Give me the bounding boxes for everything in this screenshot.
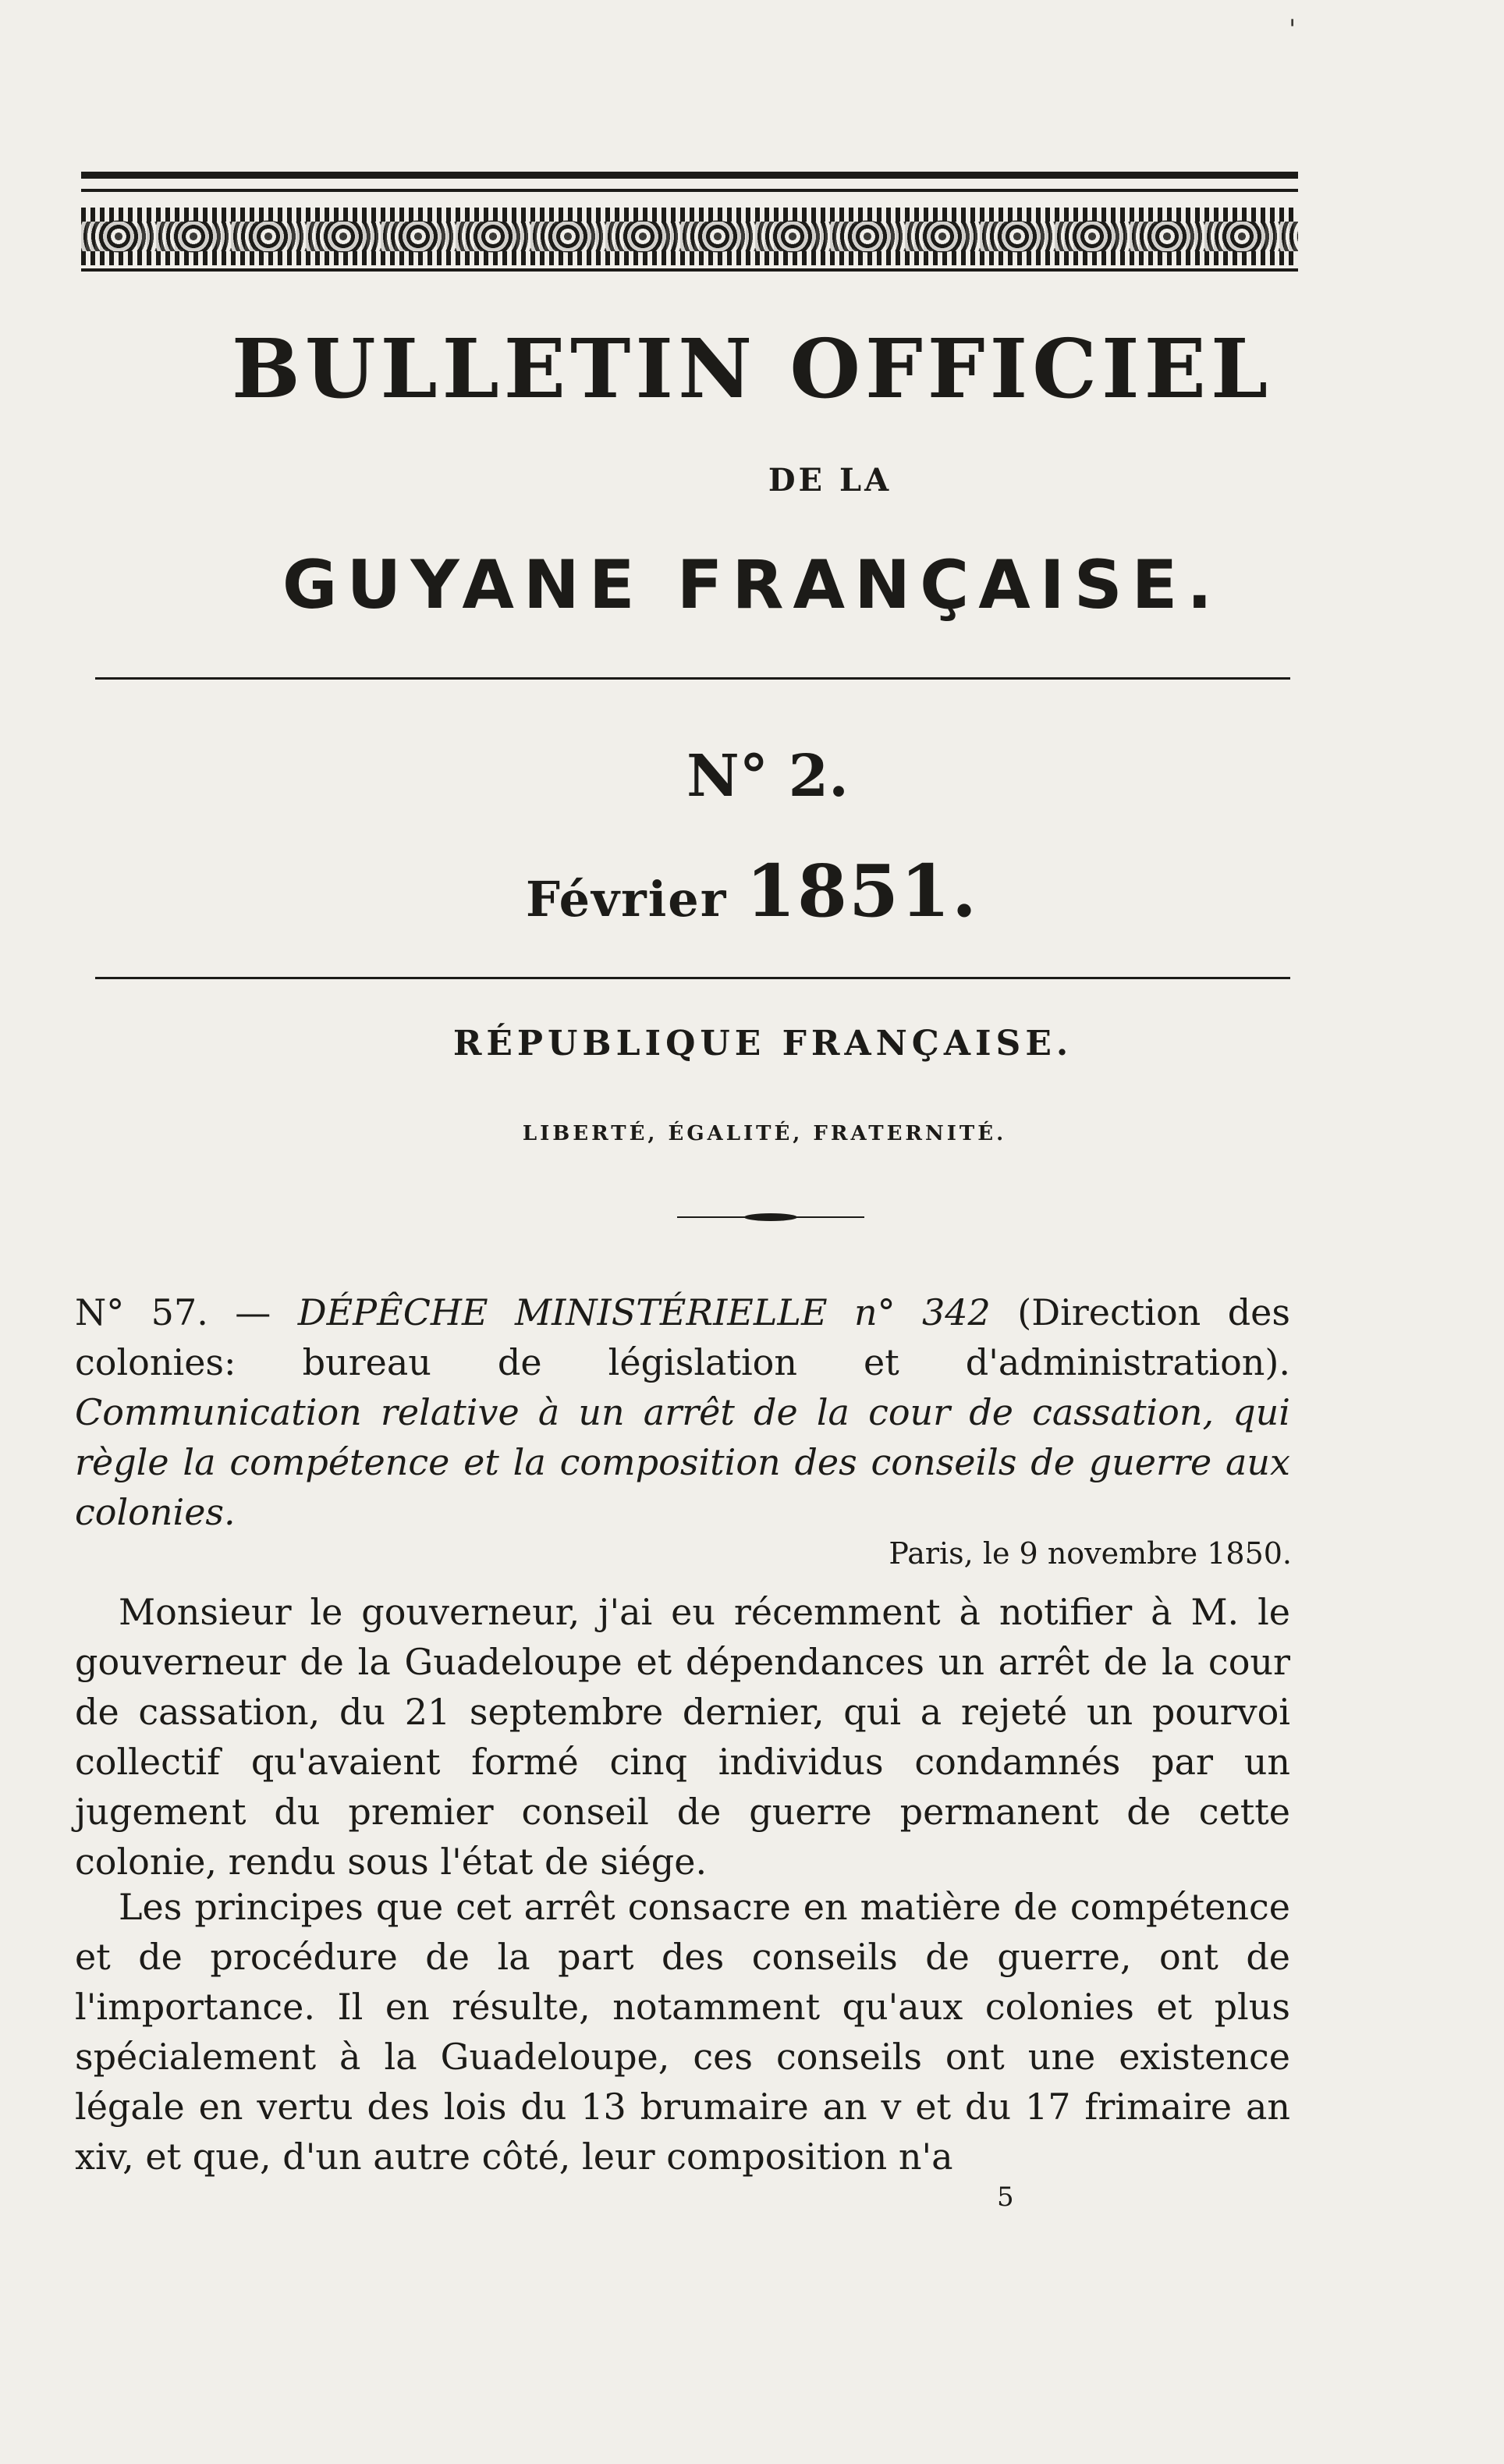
article-title: DÉPÊCHE MINISTÉRIELLE n° 342 [297, 1291, 991, 1333]
article-heading [75, 1287, 1290, 1537]
article-direction: (Direction des colonies: bureau de législation et d'administration). [75, 1291, 1291, 1383]
ornament-band-detail [81, 222, 1298, 251]
rule-under-date [95, 977, 1290, 979]
article-summary: Communication relative à un arrêt de la cour de cassation, qui règle la compétence et la composition des conseils de guerre aux colonies. [75, 1391, 1290, 1533]
title-de-la: DE LA [768, 462, 892, 499]
republic-motto: LIBERTÉ, ÉGALITÉ, FRATERNITÉ. [522, 1122, 1007, 1145]
article-paragraph-1: Monsieur le gouverneur, j'ai eu récemment à notifier à M. le gouverneur de la Guadeloupe et dépendances un arrêt de la cour de cassation, du 21 septembre dernier, qui a rejeté un pourvoi collectif qu'avaient formé cinq individus condamnés par un jugement du premier conseil de guerre permanent de cette colonie, rendu sous l'état de siége. [75, 1591, 1290, 1883]
issue-number: N° 2. [686, 743, 849, 810]
rule-under-title [95, 677, 1290, 680]
issue-date [0, 849, 1504, 933]
article-paragraph-2: Les principes que cet arrêt consacre en matière de compétence et de procédure de la part des conseils de guerre, ont de l'importance. Il en résulte, notamment qu'aux colonies et plus spécialement à la Guadeloupe, ces conseils ont une existence légale en vertu des lois du 13 brumaire an v et du 17 frimaire an xiv, et que, d'un autre côté, leur composition n'a [75, 1886, 1290, 2178]
colony-title: GUYANE FRANÇAISE. [282, 546, 1222, 624]
article-dateline: Paris, le 9 novembre 1850. [889, 1536, 1292, 1571]
ornament-rule-top [81, 172, 1298, 179]
issue-month: Février [525, 871, 728, 928]
page-folio: 5 [997, 2182, 1014, 2213]
ornament-rule-bottom [81, 268, 1298, 272]
corner-mark: ' [1289, 14, 1296, 45]
ornament-rule-thin [81, 189, 1298, 192]
bulletin-title: BULLETIN OFFICIEL [231, 321, 1273, 417]
header-ornament [81, 161, 1298, 276]
flourish-divider [677, 1211, 864, 1223]
republic-name: RÉPUBLIQUE FRANÇAISE. [452, 1024, 1073, 1063]
article-number: N° 57. — [75, 1291, 271, 1333]
issue-year: 1851. [745, 849, 979, 933]
